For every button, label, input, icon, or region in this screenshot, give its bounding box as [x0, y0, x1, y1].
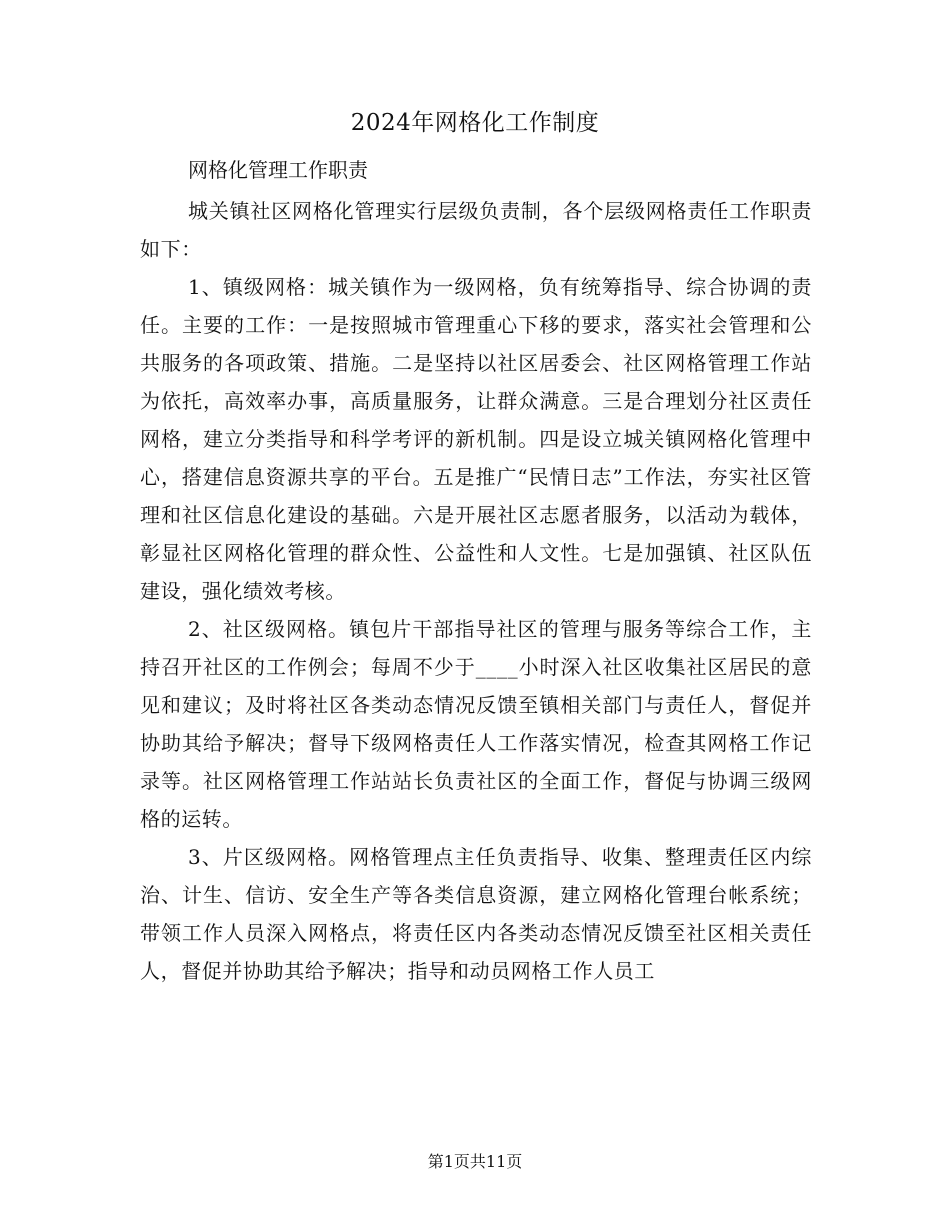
section-heading: 网格化管理工作职责 [188, 158, 368, 182]
document-title: 2024年网格化工作制度 [350, 110, 600, 136]
page-number: 第1页共11页 [427, 1152, 523, 1171]
paragraph-district-grid: 3、片区级网格。网格管理点主任负责指导、收集、整理责任区内综治、计生、信访、安全生产等各类信息资源，建立网格化管理台帐系统；带领工作人员深入网格点，将责任区内各类动态情况反馈至社区相关责任人，督促并协助其给予解决；指导和动员网格工作人员工 [140, 845, 812, 983]
paragraph-community-grid: 2、社区级网格。镇包片干部指导社区的管理与服务等综合工作，主持召开社区的工作例会；每周不少于____小时深入社区收集社区居民的意见和建议；及时将社区各类动态情况反馈至镇相关部门与责任人，督促并协助其给予解决；督导下级网格责任人工作落实情况，检查其网格工作记录等。社区网格管理工作站站长负责社区的全面工作，督促与协调三级网格的运转。 [140, 617, 812, 831]
document-body [140, 150, 812, 990]
paragraph-intro: 城关镇社区网格化管理实行层级负责制，各个层级网格责任工作职责如下： [140, 199, 812, 261]
paragraph-town-grid: 1、镇级网格：城关镇作为一级网格，负有统筹指导、综合协调的责任。主要的工作：一是按照城市管理重心下移的要求，落实社会管理和公共服务的各项政策、措施。二是坚持以社区居委会、社区网格管理工作站为依托，高效率办事，高质量服务，让群众满意。三是合理划分社区责任网格，建立分类指导和科学考评的新机制。四是设立城关镇网格化管理中心，搭建信息资源共享的平台。五是推广“民情日志”工作法，夯实社区管理和社区信息化建设的基础。六是开展社区志愿者服务，以活动为载体，彰显社区网格化管理的群众性、公益性和人文性。七是加强镇、社区队伍建设，强化绩效考核。 [140, 275, 812, 603]
